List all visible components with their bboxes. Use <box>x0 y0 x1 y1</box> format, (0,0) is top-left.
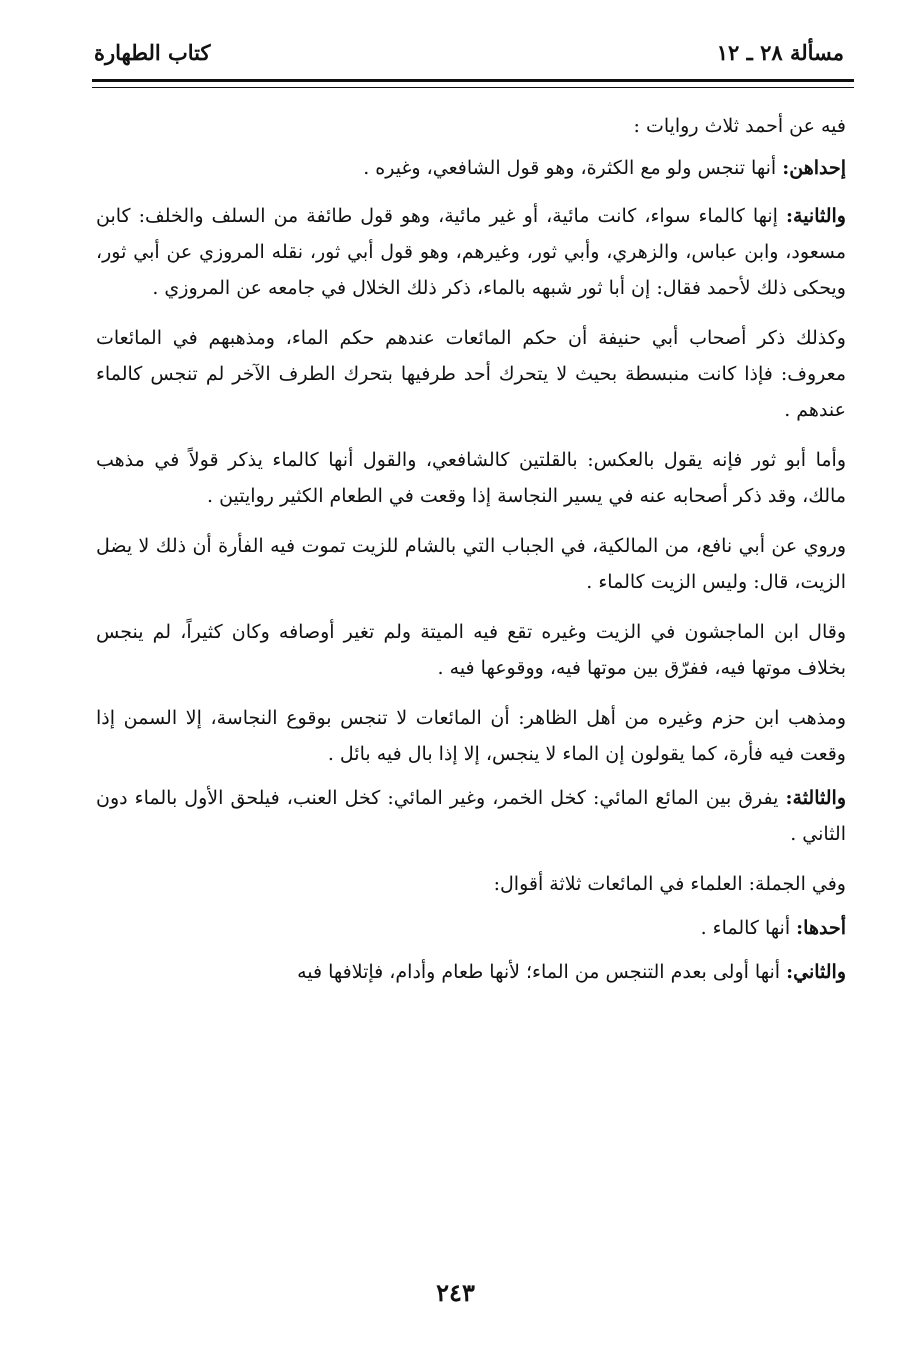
header-rule-thin <box>92 87 854 88</box>
paragraph-1 <box>96 108 846 144</box>
paragraph-text: ومذهب ابن حزم وغيره من أهل الظاهر: أن المائعات لا تنجس بوقوع النجاسة، إلا السمن إذا وقعت فيه فأرة، كما يقولون إن الماء لا ينجس، إلا إذا بال فيه بائل . <box>96 707 846 765</box>
paragraph-9 <box>96 780 846 852</box>
page-header <box>92 40 854 74</box>
paragraph-text: أنها أولى بعدم التنجس من الماء؛ لأنها طعام وأدام، فإتلافها فيه <box>297 961 787 983</box>
paragraph-11 <box>96 910 846 946</box>
paragraph-10 <box>96 866 846 902</box>
paragraph-text: وفي الجملة: العلماء في المائعات ثلاثة أقوال: <box>493 873 846 895</box>
paragraph-12 <box>96 954 846 990</box>
paragraph-lead: والثالثة: <box>785 787 846 809</box>
paragraph-text: وروي عن أبي نافع، من المالكية، في الجباب التي بالشام للزيت تموت فيه الفأرة أن ذلك لا يضل الزيت، قال: وليس الزيت كالماء . <box>96 535 846 593</box>
header-rule-thick <box>92 79 854 82</box>
paragraph-text: أنها تنجس ولو مع الكثرة، وهو قول الشافعي، وغيره . <box>363 157 783 179</box>
paragraph-2 <box>96 150 846 186</box>
paragraph-lead: إحداهن: <box>782 157 846 179</box>
paragraph-text: فيه عن أحمد ثلاث روايات : <box>633 115 846 137</box>
paragraph-3 <box>96 198 846 306</box>
paragraph-7 <box>96 614 846 686</box>
paragraph-text: وأما أبو ثور فإنه يقول بالعكس: بالقلتين كالشافعي، والقول أنها كالماء يذكر قولاً في مذهب مالك، وقد ذكر أصحابه عنه في يسير النجاسة إذا وقعت في الطعام الكثير روايتين . <box>96 449 846 507</box>
paragraph-text: أنها كالماء . <box>700 917 797 939</box>
paragraph-text: وقال ابن الماجشون في الزيت وغيره تقع فيه الميتة ولم تغير أوصافه وكان كثيراً، لم ينجس بخلاف موتها فيه، ففرّق بين موتها فيه، ووقوعها فيه . <box>96 621 846 679</box>
paragraph-text: إنها كالماء سواء، كانت مائية، أو غير مائية، وهو قول طائفة من السلف والخلف: كابن مسعود، وابن عباس، والزهري، وأبي ثور، وغيرهم، وهو قول أبي ثور، نقله المروزي عن أبي ثور، ويحكى ذلك لأحمد فقال: إن أبا ثور شبهه بالماء، ذكر ذلك الخلال في جامعه عن المروزي . <box>96 205 846 299</box>
paragraph-lead: والثاني: <box>786 961 846 983</box>
paragraph-lead: أحدها: <box>796 917 846 939</box>
header-issue-number: مسألة ٢٨ ـ ١٢ <box>716 40 844 65</box>
paragraph-6 <box>96 528 846 600</box>
paragraph-8 <box>96 700 846 772</box>
paragraph-text: يفرق بين المائع المائي: كخل الخمر، وغير المائي: كخل العنب، فيلحق الأول بالماء دون الثاني . <box>96 787 846 845</box>
page-body <box>96 108 846 998</box>
page-number: ٢٤٣ <box>436 1278 475 1307</box>
paragraph-text: وكذلك ذكر أصحاب أبي حنيفة أن حكم المائعات عندهم حكم الماء، ومذهبهم في المائعات معروف: فإذا كانت منبسطة بحيث لا يتحرك أحد طرفيها بتحرك الطرف الآخر لم تنجس كالماء عندهم . <box>96 327 846 421</box>
paragraph-lead: والثانية: <box>786 205 846 227</box>
paragraph-5 <box>96 442 846 514</box>
paragraph-4 <box>96 320 846 428</box>
header-book-title: كتاب الطهارة <box>94 40 211 65</box>
